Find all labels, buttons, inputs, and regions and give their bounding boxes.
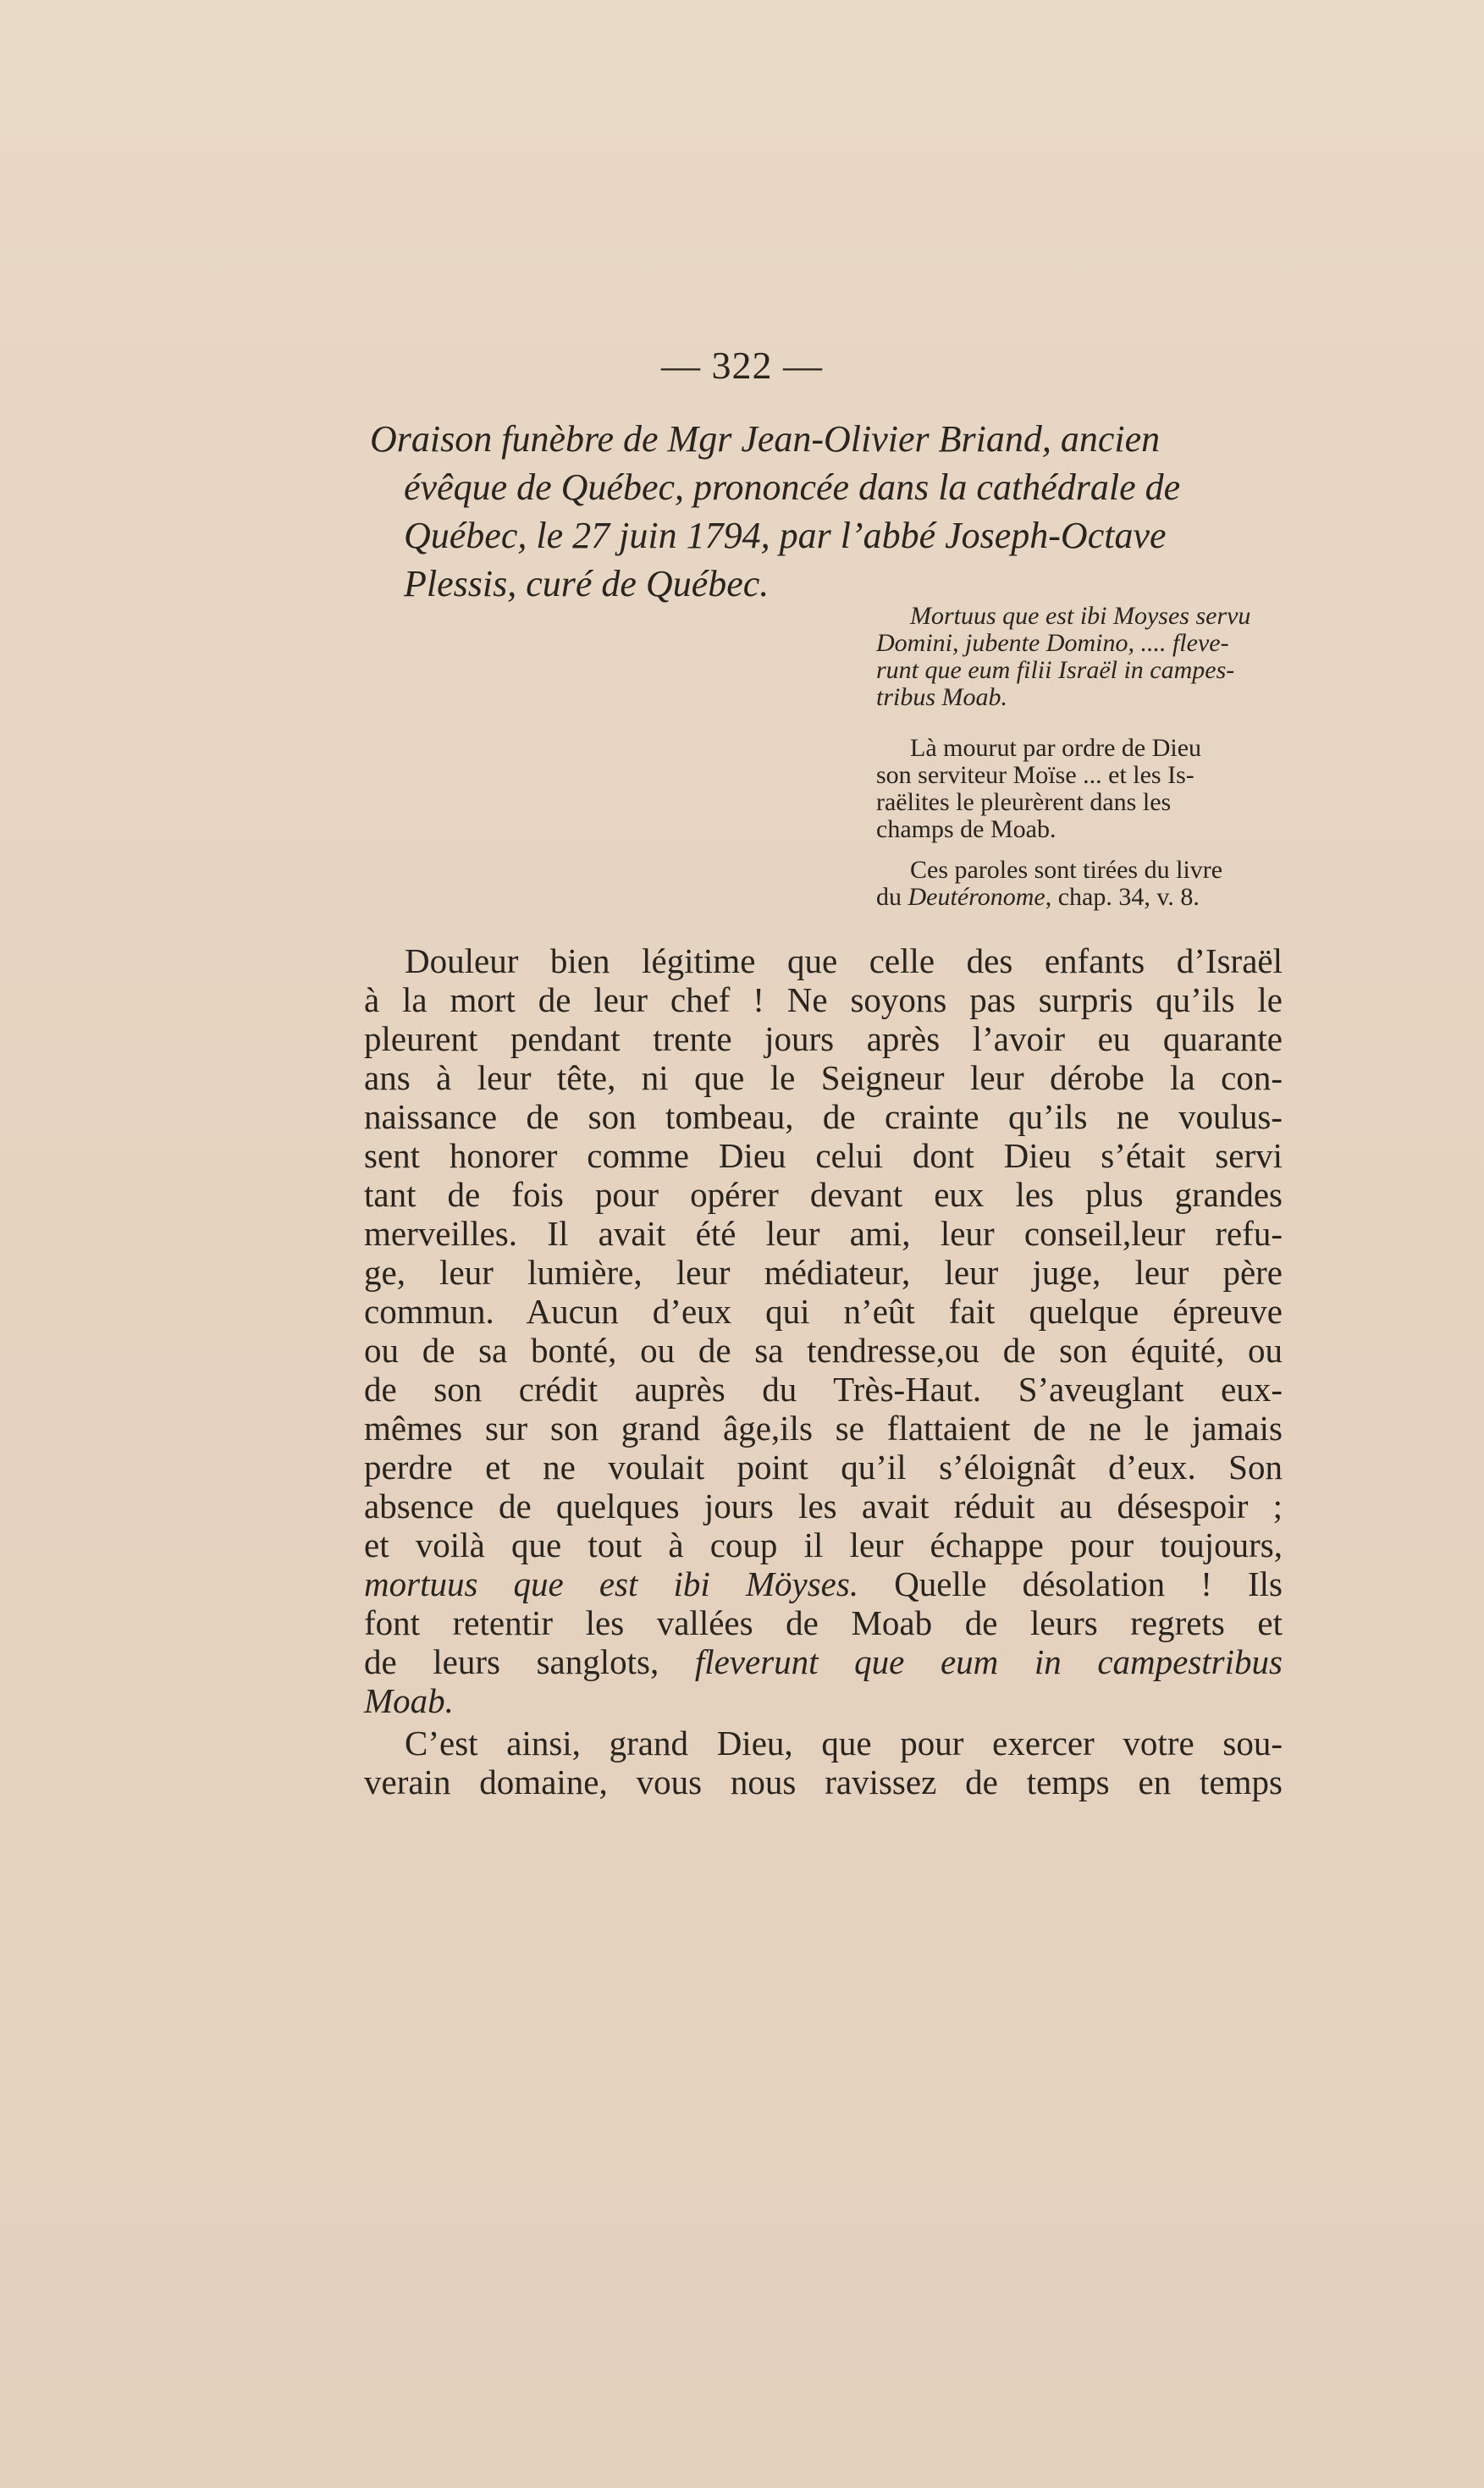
sermon-title <box>370 415 1293 608</box>
body-line: merveilles. Il avait été leur ami, leur conseil,leur refu- <box>364 1214 1283 1253</box>
body-line: naissance de son tombeau, de crainte qu’ils ne voulus- <box>364 1097 1283 1136</box>
body-line: de son crédit auprès du Très-Haut. S’aveuglant eux- <box>364 1370 1283 1409</box>
body-line <box>364 1564 1283 1603</box>
body-line: Douleur bien légitime que celle des enfants d’Israël <box>405 941 1283 980</box>
epigraph-line: Ces paroles sont tirées du livre <box>910 856 1223 884</box>
body-text-span: de leurs sanglots, <box>364 1642 695 1681</box>
body-line: commun. Aucun d’eux qui n’eût fait quelque épreuve <box>364 1292 1283 1331</box>
body-line: ans à leur tête, ni que le Seigneur leur dérobe la con- <box>364 1058 1283 1097</box>
title-line: Plessis, curé de Québec. <box>404 563 770 604</box>
paragraph-2 <box>364 1724 1283 1801</box>
body-text-span: Quelle désolation ! Ils <box>858 1564 1283 1603</box>
epigraph-latin <box>876 603 1299 711</box>
latin-quote: fleverunt que eum in campestribus <box>694 1642 1283 1681</box>
title-line: évêque de Québec, prononcée dans la cathédrale de <box>404 466 1181 508</box>
body-line: perdre et ne voulait point qu’il s’éloignât d’eux. Son <box>364 1448 1283 1487</box>
body-line: mêmes sur son grand âge,ils se flattaient de ne le jamais <box>364 1409 1283 1448</box>
epigraph-line: Là mourut par ordre de Dieu <box>910 734 1202 762</box>
body-line: et voilà que tout à coup il leur échappe pour toujours, <box>364 1525 1283 1564</box>
body-line: Moab. <box>364 1681 454 1720</box>
epigraph-text: du <box>876 883 908 911</box>
body-line <box>364 1642 1283 1681</box>
body-line: sent honorer comme Dieu celui dont Dieu s’était servi <box>364 1136 1283 1175</box>
title-line: Oraison funèbre de Mgr Jean-Olivier Briand, ancien <box>370 418 1161 460</box>
page-number: — 322 — <box>661 344 823 387</box>
book-name: Deutéronome <box>908 883 1045 911</box>
body-line: absence de quelques jours les avait réduit au désespoir ; <box>364 1487 1283 1525</box>
epigraph-line: Domini, jubente Domino, .... fleve- <box>876 629 1229 657</box>
epigraph-french <box>876 735 1299 843</box>
paragraph-1 <box>364 941 1283 1720</box>
epigraph-line: raëlites le pleurèrent dans les <box>876 788 1172 816</box>
body-line: C’est ainsi, grand Dieu, que pour exercer votre sou- <box>405 1724 1283 1763</box>
epigraph-source <box>876 857 1299 911</box>
epigraph-line <box>876 884 1299 911</box>
body-line: verain domaine, vous nous ravissez de temps en temps <box>364 1763 1283 1801</box>
epigraph-text: , chap. 34, v. 8. <box>1045 883 1200 911</box>
epigraph-line: runt que eum filii Israël in campes- <box>876 656 1235 684</box>
body-line: à la mort de leur chef ! Ne soyons pas surpris qu’ils le <box>364 980 1283 1019</box>
body-line: ou de sa bonté, ou de sa tendresse,ou de son équité, ou <box>364 1331 1283 1370</box>
body-line: tant de fois pour opérer devant eux les plus grandes <box>364 1175 1283 1214</box>
body-line: font retentir les vallées de Moab de leurs regrets et <box>364 1603 1283 1642</box>
epigraph-line: tribus Moab. <box>876 683 1008 711</box>
title-line: Québec, le 27 juin 1794, par l’abbé Joseph-Octave <box>404 515 1167 556</box>
epigraph-line: son serviteur Moïse ... et les Is- <box>876 761 1194 789</box>
epigraph-line: Mortuus que est ibi Moyses servu <box>910 602 1251 630</box>
latin-quote: mortuus que est ibi Möyses. <box>364 1564 859 1603</box>
body-line: ge, leur lumière, leur médiateur, leur juge, leur père <box>364 1253 1283 1292</box>
epigraph-line: champs de Moab. <box>876 815 1056 843</box>
body-line: pleurent pendant trente jours après l’avoir eu quarante <box>364 1019 1283 1058</box>
